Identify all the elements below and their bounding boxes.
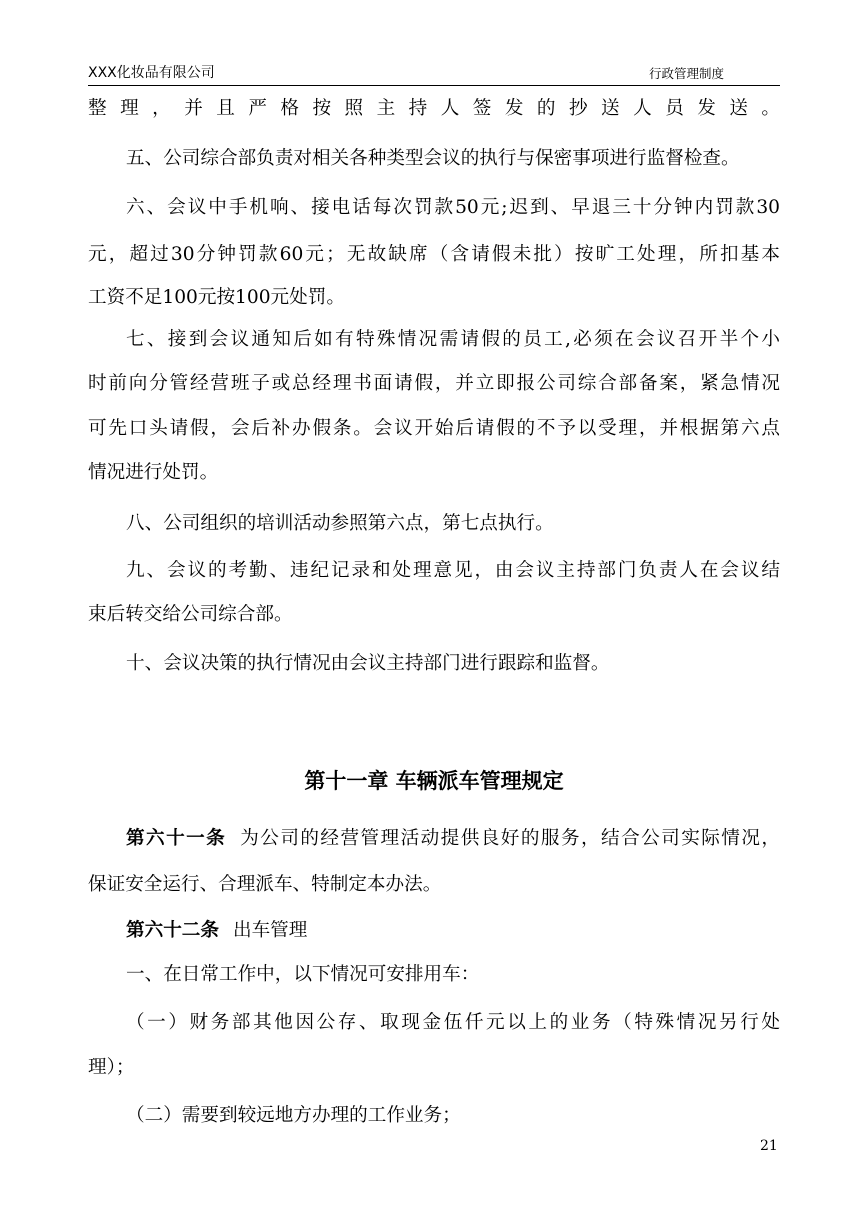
article-62-line [88,916,780,946]
chapter-title: 第十一章 车辆派车管理规定 [304,769,564,793]
article-62-text: 出车管理 [232,920,308,941]
paragraph-line: 工资不足100元按100元处罚。 [88,287,345,308]
article-62-label: 第六十二条 [126,920,219,941]
paragraph-line: 可先口头请假，会后补办假条。会议开始后请假的不予以受理，并根据第六点 [88,418,780,439]
paragraph-line: （二）需要到较远地方办理的工作业务； [126,1105,461,1126]
paragraph-line: 时前向分管经营班子或总经理书面请假，并立即报公司综合部备案，紧急情况 [88,373,780,394]
paragraph-line: 理）； [88,1057,135,1078]
paragraph-line: 五、公司综合部负责对相关各种类型会议的执行与保密事项进行监督检查。 [126,148,740,169]
article-61-label: 第六十一条 [126,828,227,849]
paragraph-line: 一、在日常工作中，以下情况可安排用车： [126,964,480,985]
company-name: XXX化妆品有限公司 [88,65,215,81]
paragraph-line: 九、会议的考勤、违纪记录和处理意见，由会议主持部门负责人在会议结 [126,560,780,581]
paragraph-line: 情况进行处罚。 [88,462,219,483]
section-name: 行政管理制度 [648,66,724,81]
paragraph-line: 十、会议决策的执行情况由会议主持部门进行跟踪和监督。 [126,653,610,674]
page-number: 21 [760,1138,778,1154]
paragraph-line: 束后转交给公司综合部。 [88,604,293,625]
article-61-line [88,824,780,854]
page-header [88,63,780,86]
paragraph-line: 八、公司组织的培训活动参照第六点，第七点执行。 [126,513,554,534]
article-61-text: 为公司的经营管理活动提供良好的服务，结合公司实际情况， [240,828,780,849]
paragraph-line: 六、会议中手机响、接电话每次罚款50元;迟到、早退三十分钟内罚款30 [126,197,780,218]
paragraph-line: 元，超过30分钟罚款60元；无故缺席（含请假未批）按旷工处理，所扣基本 [88,244,780,265]
paragraph-line: 保证安全运行、合理派车、特制定本办法。 [88,874,442,895]
paragraph-line: （一）财务部其他因公存、取现金伍仟元以上的业务（特殊情况另行处 [126,1012,780,1033]
paragraph-line: 整理，并且严格按照主持人签发的抄送人员发送。 [88,98,780,119]
paragraph-line: 七、接到会议通知后如有特殊情况需请假的员工,必须在会议召开半个小 [126,329,780,350]
